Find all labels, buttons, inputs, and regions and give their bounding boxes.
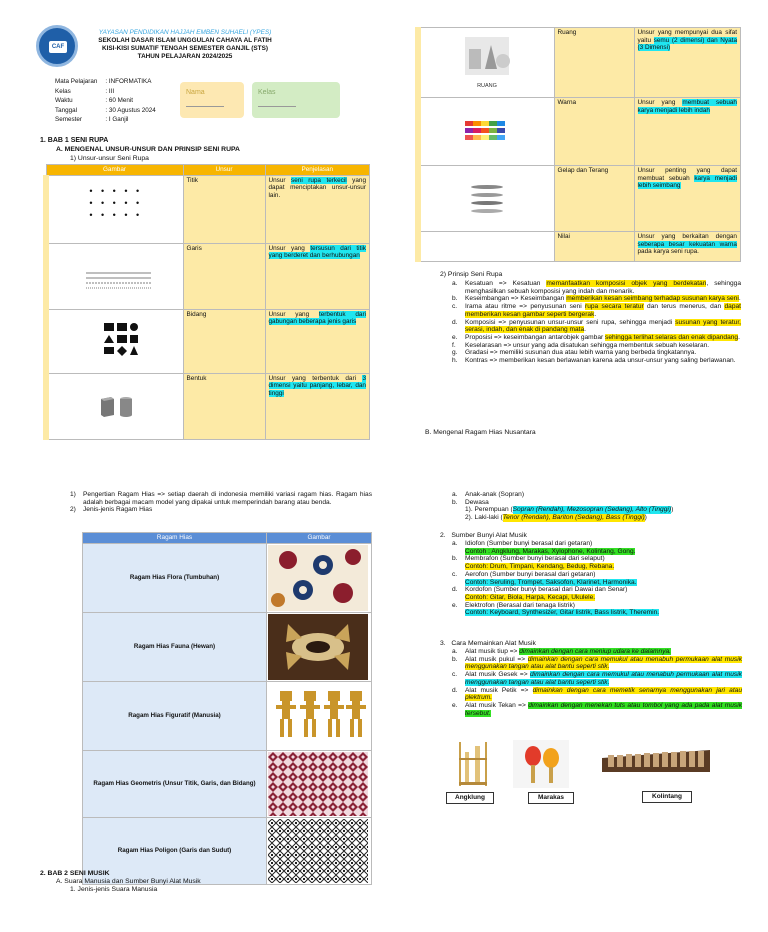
angklung-caption: Angklung bbox=[446, 792, 494, 804]
element-name: Warna bbox=[554, 98, 634, 166]
shapes-image bbox=[46, 309, 183, 373]
space-image bbox=[418, 28, 554, 98]
list-item: c. Irama atau ritme => penyusunan seni rupa secara teratur dan terus menerus, dan dapat memberikan kesan gambar seperti bergerak. bbox=[452, 303, 741, 318]
element-name: Bentuk bbox=[183, 373, 265, 439]
list-item: 1) Pengertian Ragam Hias => setiap daerah di indonesia memiliki variasi ragam hias. Ragam hias adalah berbagai macam model yang dipakai untuk memperindah barang atau benda. bbox=[70, 491, 372, 506]
list-item: d. Komposisi => penyusunan unsur-unsur seni rupa, sehingga menjadi susunan yang teratur, serasi, indah, dan enak di pandang mata. bbox=[452, 318, 741, 334]
space-image-label: RUANG bbox=[477, 83, 498, 89]
meta-label: Tanggal bbox=[55, 106, 78, 114]
principles-title: 2) Prinsip Seni Rupa bbox=[440, 271, 503, 278]
list-item: g. Gradasi => memiliki susunan dua atau lebih warna yang berbeda tingkatannya. bbox=[452, 349, 697, 357]
element-desc: Unsur seni rupa terkecil yang dapat menciptakan unsur-unsur lain. bbox=[265, 175, 370, 243]
class-box-label: Kelas bbox=[258, 89, 276, 96]
color-image bbox=[418, 98, 554, 166]
flora-pattern-image bbox=[267, 543, 372, 612]
meta-value: : 30 Agustus 2024 bbox=[105, 106, 156, 114]
3d-shapes-image bbox=[46, 373, 183, 439]
section-b-title: B. Mengenal Ragam Hias Nusantara bbox=[425, 429, 536, 436]
meta-label: Mata Pelajaran bbox=[55, 78, 98, 85]
list-item: 2). Laki-laki ( Tenor (Rendah), Bariton (Sedang), Bass (Tinggi) ) bbox=[465, 514, 647, 522]
play-method-list bbox=[452, 648, 742, 717]
list-item: b. Dewasa bbox=[452, 498, 489, 506]
list-item: d. Kordofon (Sumber bunyi berasal dari Dawai dan Senar) Contoh: Gitar, Biola, Harpa, Kecapi, Ukulele. bbox=[452, 586, 628, 601]
school-header bbox=[80, 29, 290, 61]
value-image bbox=[418, 232, 554, 262]
fauna-pattern-image bbox=[267, 612, 372, 681]
list-item: e. Proposisi => keseimbangan antarobjek gambar sehingga terlihat selaras dan enak dipandang. bbox=[452, 333, 740, 341]
ragam-intro-list bbox=[70, 491, 372, 514]
maracas-image bbox=[513, 740, 569, 788]
meta-value: : I Ganjil bbox=[105, 116, 129, 124]
angklung-image bbox=[453, 738, 493, 790]
ragam-name: Ragam Hias Fauna (Hewan) bbox=[83, 612, 267, 681]
list-item: e. Alat musik Tekan => dimainkan dengan menekan tuts atau tombol yang ada pada alat musik tersebut. bbox=[452, 701, 742, 717]
ragam-name: Ragam Hias Poligon (Garis dan Sudut) bbox=[83, 817, 267, 884]
element-name: Garis bbox=[183, 243, 265, 309]
name-box[interactable] bbox=[180, 82, 244, 118]
list-item: e. Elektrofon (Berasal dari tenaga listrik) Contoh: Keyboard, Synthesizer, Gitar listrik, Bass listrik, Theremin. bbox=[452, 601, 660, 617]
chapter-1-title: 1. BAB 1 SENI RUPA bbox=[40, 137, 109, 144]
list-item: a. Anak-anak (Sopran) bbox=[452, 491, 525, 498]
section-a-music-title: A. Suara Manusia dan Sumber Bunyi Alat Musik bbox=[56, 878, 201, 885]
meta-value: : INFORMATIKA bbox=[105, 78, 152, 85]
list-item: c. Aerofon (Sumber bunyi berasal dari getaran) Contoh: Seruling, Trompet, Saksofon, Klarinet, Harmonika. bbox=[452, 570, 637, 586]
list-item: b. Alat musik pukul => dimainkan dengan cara memukul atau menabuh permukaan alat musik menggunakan tangan atau alat bantu seperti stik. bbox=[452, 655, 742, 671]
name-box-label: Nama bbox=[186, 89, 205, 96]
list-item: a. Idiofon (Sumber bunyi berasal dari getaran) Contoh : Angklung, Marakas, Xylophone, Kolintang, Gong. bbox=[452, 540, 636, 555]
exam-meta bbox=[53, 76, 164, 126]
ragam-name: Ragam Hias Flora (Tumbuhan) bbox=[83, 543, 267, 612]
school-year: TAHUN PELAJARAN 2024/2025 bbox=[137, 53, 233, 60]
meta-label: Semester bbox=[55, 116, 82, 124]
polygon-pattern-image bbox=[267, 817, 372, 884]
play-method-title: 3. Cara Memainkan Alat Musik bbox=[440, 640, 536, 647]
element-name: Titik bbox=[183, 175, 265, 243]
section-a-title: A. MENGENAL UNSUR-UNSUR DAN PRINSIP SENI RUPA bbox=[56, 146, 240, 153]
list-item: a. Alat musik tiup => dimainkan dengan cara meniup udara ke dalamnya. bbox=[452, 648, 672, 655]
foundation-name: YAYASAN PENDIDIKAN HAJJAH EMBEN SUHAELI (YPES) bbox=[98, 29, 272, 36]
kolintang-caption: Kolintang bbox=[642, 791, 692, 803]
element-desc: Unsur yang terbentuk dari gabungan beberapa jenis garis bbox=[265, 309, 370, 373]
element-name: Gelap dan Terang bbox=[554, 166, 634, 232]
voice-types-list bbox=[452, 491, 742, 522]
subsection-1-title: 1) Unsur-unsur Seni Rupa bbox=[70, 155, 149, 162]
school-name: SEKOLAH DASAR ISLAM UNGGULAN CAHAYA AL FATIH bbox=[98, 37, 272, 44]
kolintang-image bbox=[600, 746, 712, 778]
sound-source-title: 2. Sumber Bunyi Alat Musik bbox=[440, 532, 527, 539]
list-item: a. Kesatuan => Kesatuan memanfaatkan komposisi objek yang berdekatan, sehingga menghasilkan sebuah komposisi yang indah dan menarik. bbox=[452, 280, 741, 295]
exam-title: KISI-KISI SUMATIF TENGAH SEMESTER GANJIL (STS) bbox=[102, 45, 268, 52]
dots-image: • • • • • • • • • • • • • • • bbox=[46, 175, 183, 243]
voice-types-title: 1. Jenis-jenis Suara Manusia bbox=[70, 886, 158, 893]
chapter-2-title: 2. BAB 2 SENI MUSIK bbox=[40, 870, 110, 877]
list-item: 1). Perempuan ( Sopran (Rendah), Mezosopran (Sedang), Alto (Tinggi) ) bbox=[465, 506, 674, 514]
element-desc: Unsur yang mempunyai dua sifat yaitu semu (2 dimensi) dan Nyata (3 Dimensi) bbox=[634, 28, 741, 98]
list-item: b. Membrafon (Sumber bunyi berasal dari selaput) Contoh: Drum, Timpani, Kendang, Bedug, Rebana. bbox=[452, 555, 615, 571]
meta-value: : III bbox=[105, 87, 115, 95]
element-desc: Unsur penting yang dapat membuat sebuah karya menjadi lebih seimbang bbox=[634, 166, 741, 232]
element-desc: Unsur yang berkaitan dengan seberapa besar kekuatan warna pada karya seni rupa. bbox=[634, 232, 741, 262]
col-header: Gambar bbox=[267, 533, 372, 544]
list-item: c. Alat musik Gesek => dimainkan dengan cara memukul atau menabuh permukaan alat musik menggunakan tangan atau alat bantu seperti stik. bbox=[452, 671, 742, 686]
logo-text: CAF bbox=[49, 41, 67, 53]
list-item: 2) Jenis-jenis Ragam Hias bbox=[70, 506, 153, 514]
list-item: d. Alat musik Petik => dimainkan dengan cara memetik senarnya menggunakan jari atau plektrum. bbox=[452, 686, 742, 702]
art-elements-table bbox=[43, 164, 370, 440]
class-box[interactable] bbox=[252, 82, 340, 118]
list-item: h. Kontras => memberikan kesan berlawanan karena ada unsur-unsur yang saling berlawanan. bbox=[452, 357, 736, 365]
light-dark-image bbox=[418, 166, 554, 232]
col-header: Penjelasan bbox=[265, 165, 370, 176]
element-name: Ruang bbox=[554, 28, 634, 98]
geometric-pattern-image bbox=[267, 750, 372, 817]
ragam-name: Ragam Hias Figuratif (Manusia) bbox=[83, 681, 267, 750]
col-header: Gambar bbox=[46, 165, 183, 176]
list-item: b. Keseimbangan => Keseimbangan memberikan kesan seimbang terhadap susunan karya seni. bbox=[452, 295, 741, 303]
element-desc: Unsur yang membuat sebuah karya menjadi lebih indah bbox=[634, 98, 741, 166]
school-logo bbox=[36, 25, 78, 67]
sound-source-list bbox=[452, 540, 742, 617]
maracas-caption: Marakas bbox=[528, 792, 574, 804]
col-header: Unsur bbox=[183, 165, 265, 176]
meta-value: : 60 Menit bbox=[105, 97, 134, 105]
element-name: Nilai bbox=[554, 232, 634, 262]
principles-list bbox=[452, 280, 741, 365]
ragam-name: Ragam Hias Geometris (Unsur Titik, Garis, dan Bidang) bbox=[83, 750, 267, 817]
element-desc: Unsur yang tersusun dari titik yang berderet dan berhubungan bbox=[265, 243, 370, 309]
col-header: Ragam Hias bbox=[83, 533, 267, 544]
art-elements-table-continued bbox=[415, 27, 741, 262]
ragam-hias-table bbox=[82, 532, 372, 885]
list-item: f. Keselarasan => unsur yang ada disatukan sehingga membentuk sebuah keselaran. bbox=[452, 341, 710, 349]
meta-label: Kelas bbox=[55, 87, 71, 95]
element-desc: Unsur yang terbentuk dari 3 dimensi yaitu panjang, lebar, dan tinggi bbox=[265, 373, 370, 439]
element-name: Bidang bbox=[183, 309, 265, 373]
lines-image bbox=[46, 243, 183, 309]
figurative-pattern-image bbox=[267, 681, 372, 750]
meta-label: Waktu bbox=[55, 97, 73, 105]
